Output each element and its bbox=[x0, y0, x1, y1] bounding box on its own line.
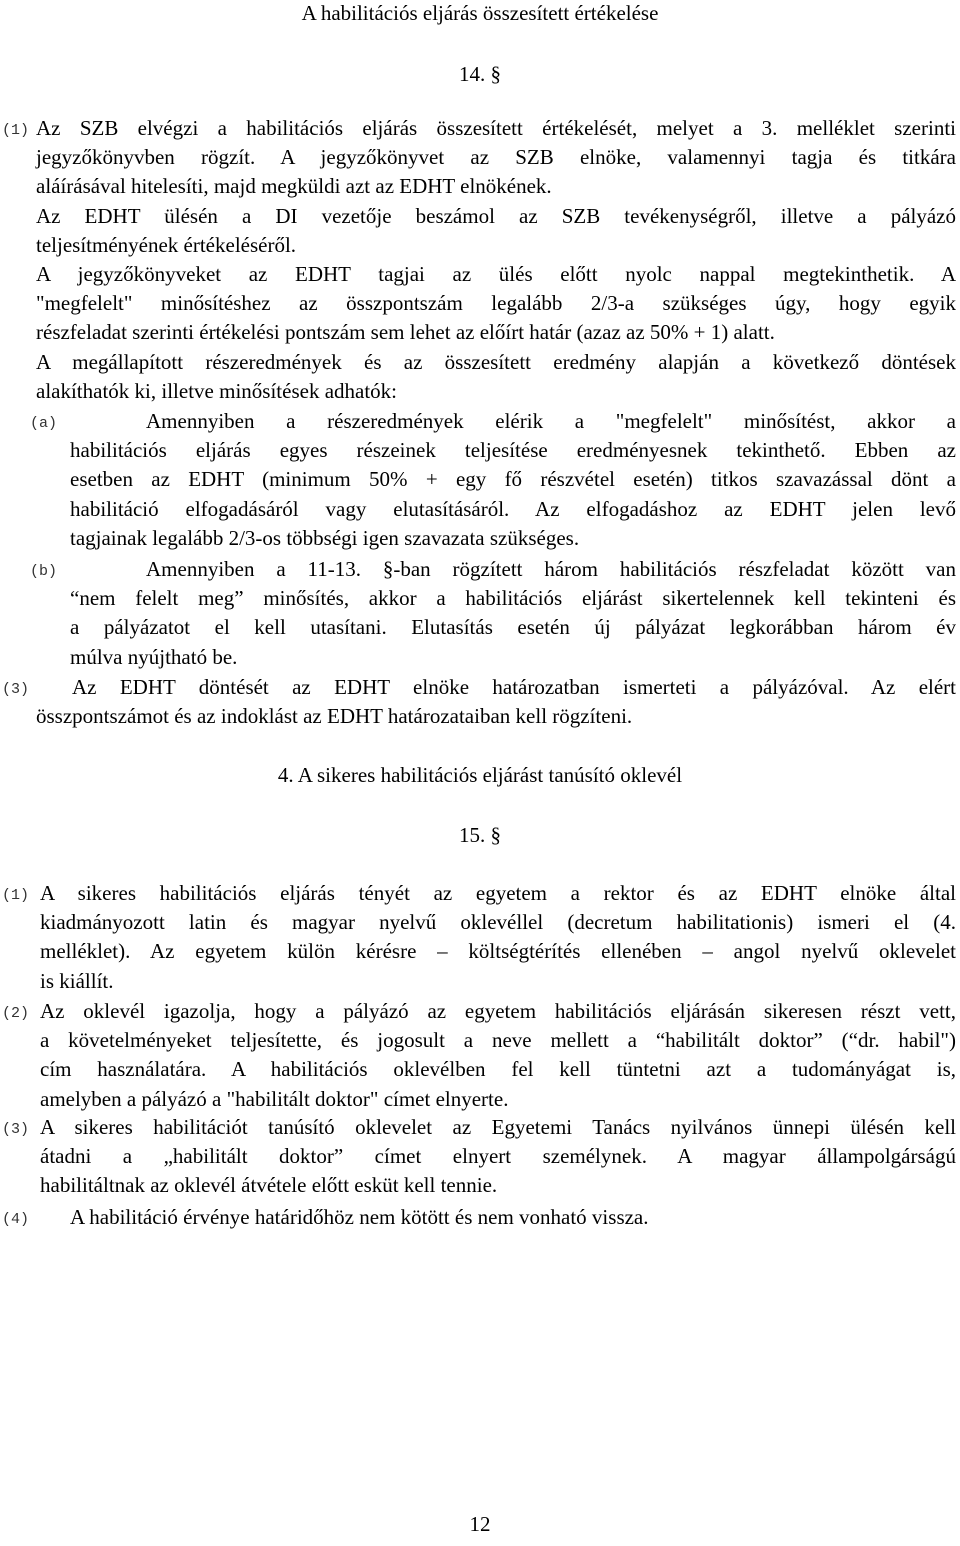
text-line: aláírásával hitelesíti, majd megküldi azt az EDHT elnökének. bbox=[36, 174, 552, 199]
section-14-paragraph-3 bbox=[36, 673, 956, 731]
chapter-4-title: 4. A sikeres habilitációs eljárást tanúsító oklevél bbox=[277, 763, 683, 787]
item-letter: (b) bbox=[30, 563, 58, 580]
item-letter: (a) bbox=[30, 415, 58, 432]
paragraph-number: (1) bbox=[2, 887, 30, 904]
text-line: Az SZB elvégzi a habilitációs eljárás összesített értékelését, melyet a 3. melléklet szerinti bbox=[36, 116, 956, 140]
text-line: tagjainak legalább 2/3-os többségi igen szavazata szükséges. bbox=[70, 525, 580, 550]
paragraph-number: (3) bbox=[2, 1121, 30, 1138]
text-line: “nem felelt meg” minősítés, akkor a habilitációs eljárást sikertelennek kell tekinteni és bbox=[70, 586, 956, 611]
text-line: A megállapított részeredmények és az összesített eredmény alapján a következő döntések bbox=[36, 349, 956, 374]
page-number: 12 bbox=[469, 1512, 491, 1536]
text-line: részfeladat szerinti értékelési pontszám sem lehet az előírt határ (azaz az 50% + 1) alatt. bbox=[36, 320, 775, 345]
text-line: habilitációs eljárás egyes részeinek teljesítése eredményesnek tekinthető. Ebben az bbox=[70, 438, 956, 463]
text-line: Amennyiben a részeredmények elérik a "megfelelt" minősítést, akkor a bbox=[146, 409, 956, 433]
text-line: alakíthatók ki, illetve minősítések adhatók: bbox=[36, 378, 397, 403]
text-line: kiadmányozott latin és magyar nyelvű oklevéllel (decretum habilitationis) ismeri el (4. bbox=[40, 910, 956, 935]
text-line: teljesítményének értékeléséről. bbox=[36, 232, 297, 257]
paragraph-number: (3) bbox=[2, 681, 30, 698]
text-line: A jegyzőkönyveket az EDHT tagjai az ülés előtt nyolc nappal megtekinthetik. A bbox=[36, 262, 956, 287]
text-line: Az oklevél igazolja, hogy a pályázó az egyetem habilitációs eljárásán sikeresen részt vett, bbox=[40, 999, 956, 1023]
text-line: jegyzőkönyvben rögzít. A jegyzőkönyvet az SZB elnöke, valamennyi tagja és titkára bbox=[36, 145, 956, 170]
section-15-paragraph-1 bbox=[40, 879, 956, 996]
text-line: "megfelelt" minősítéshez az összpontszám legalább 2/3-a szükséges úgy, hogy egyik bbox=[36, 291, 956, 316]
text-line: múlva nyújtható be. bbox=[70, 644, 238, 669]
paragraph-number: (2) bbox=[2, 1005, 30, 1022]
text-line: habilitáltnak az oklevél átvétele előtt esküt kell tennie. bbox=[40, 1173, 498, 1198]
section-14-title: 14. § bbox=[459, 62, 501, 86]
text-line: is kiállít. bbox=[40, 968, 114, 993]
section-15-paragraph-4: A habilitáció érvénye határidőhöz nem kötött és nem vonható vissza. bbox=[70, 1205, 649, 1229]
text-line: habilitáció elfogadásáról vagy elutasításáról. Az elfogadáshoz az EDHT jelen levő bbox=[70, 496, 956, 521]
paragraph-number: (1) bbox=[2, 122, 30, 139]
section-14-item-b bbox=[70, 555, 956, 672]
document-heading: A habilitációs eljárás összesített értékelése bbox=[301, 1, 659, 25]
section-15-paragraph-2 bbox=[40, 997, 956, 1114]
text-line: összpontszámot és az indoklást az EDHT határozataiban kell rögzíteni. bbox=[36, 704, 633, 729]
text-line: Az EDHT ülésén a DI vezetője beszámol az SZB tevékenységről, illetve a pályázó bbox=[36, 203, 956, 228]
text-line: A sikeres habilitációt tanúsító oklevelet az Egyetemi Tanács nyilvános ünnepi ülésén kell bbox=[40, 1115, 956, 1139]
text-line: a pályázatot el kell utasítani. Elutasítás esetén új pályázat legkorábban három év bbox=[70, 615, 956, 640]
text-line: amelyben a pályázó a "habilitált doktor" címet elnyerte. bbox=[40, 1086, 509, 1111]
text-line: melléklet). Az egyetem külön kérésre – költségtérítés ellenében – angol nyelvű oklevelet bbox=[40, 939, 956, 964]
section-15-title: 15. § bbox=[459, 823, 501, 847]
text-line: A sikeres habilitációs eljárás tényét az egyetem a rektor és az EDHT elnöke által bbox=[40, 881, 956, 905]
text-line: Az EDHT döntését az EDHT elnöke határozatban ismerteti a pályázóval. Az elért bbox=[72, 675, 956, 699]
text-line: átadni a „habilitált doktor” címet elnyert személynek. A magyar állampolgárságú bbox=[40, 1144, 956, 1169]
text-line: esetben az EDHT (minimum 50% + egy fő részvétel esetén) titkos szavazással dönt a bbox=[70, 467, 956, 492]
text-line: cím használatára. A habilitációs oklevélben fel kell tüntetni azt a tudományágat is, bbox=[40, 1057, 956, 1082]
section-15-paragraph-3 bbox=[40, 1113, 956, 1201]
section-14-item-a bbox=[70, 407, 956, 553]
paragraph-number: (4) bbox=[2, 1211, 30, 1228]
text-line: Amennyiben a 11-13. §-ban rögzített három habilitációs részfeladat között van bbox=[146, 557, 956, 581]
text-line: a követelményeket teljesítette, és jogosult a neve mellett a “habilitált doktor” (“dr. habil") bbox=[40, 1028, 956, 1053]
section-14-paragraph-1 bbox=[36, 114, 956, 406]
